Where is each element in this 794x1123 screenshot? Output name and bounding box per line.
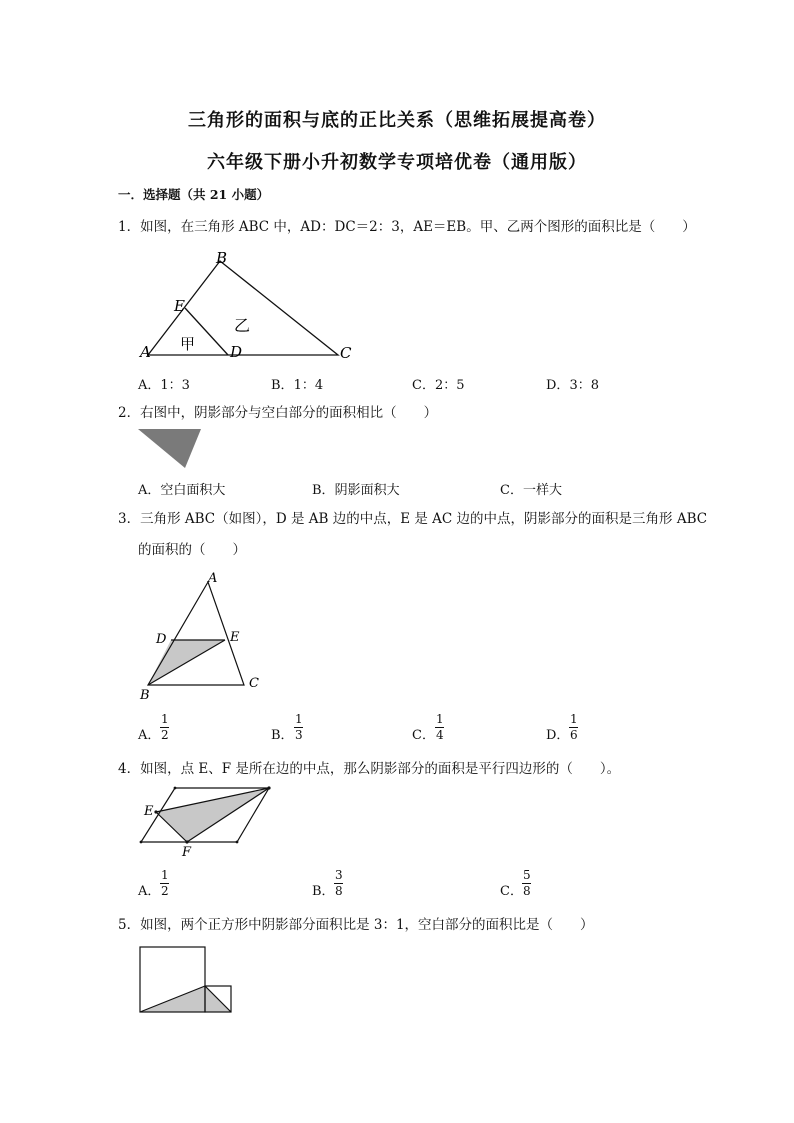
q3-option-b-letter[interactable]: B． — [271, 728, 294, 743]
document-title-line1: 三角形的面积与底的正比关系（思维拓展提高卷） — [188, 110, 606, 131]
q3-option-c-letter[interactable]: C． — [412, 728, 435, 743]
question-5-figure — [138, 946, 236, 1016]
q2-option-b[interactable]: B．阴影面积大 — [312, 483, 400, 498]
q4-option-c-letter[interactable]: C． — [500, 884, 523, 899]
q3-label-d: D — [156, 632, 167, 647]
question-3-stem-line2: 的面积的（ ） — [138, 542, 246, 558]
q3-option-d-letter[interactable]: D． — [546, 728, 570, 743]
q3-label-a: A — [208, 571, 218, 586]
q4-option-a-letter[interactable]: A． — [138, 884, 161, 899]
q3-label-e: E — [230, 630, 240, 645]
q3-option-c-fraction: 1 4 — [436, 712, 444, 742]
question-4-stem: 4．如图，点 E、F 是所在边的中点，那么阴影部分的面积是平行四边形的（ ）。 — [118, 761, 621, 777]
question-2-figure — [137, 428, 223, 470]
q1-option-b[interactable]: B．1：4 — [271, 378, 324, 393]
q3-option-a-fraction: 1 2 — [161, 712, 169, 742]
question-1-figure — [138, 245, 363, 363]
q1-label-a: A — [140, 343, 151, 361]
q4-label-f: F — [182, 845, 192, 860]
q1-option-d[interactable]: D．3：8 — [546, 378, 599, 393]
q1-label-b: B — [216, 249, 228, 267]
question-3-stem-line1: 3．三角形 ABC（如图），D 是 AB 边的中点，E 是 AC 边的中点，阴影部分的面积是三角形 ABC — [118, 511, 708, 527]
q3-label-c: C — [249, 676, 259, 691]
question-3-figure — [136, 568, 266, 704]
q3-option-a-letter[interactable]: A． — [138, 728, 161, 743]
question-4-figure — [134, 782, 274, 860]
q2-option-c[interactable]: C．一样大 — [500, 483, 562, 498]
q3-label-b: B — [140, 688, 150, 703]
section-heading: 一．选择题（共 21 小题） — [118, 187, 270, 202]
q4-option-a-fraction: 1 2 — [161, 868, 169, 898]
q3-option-b-fraction: 1 3 — [295, 712, 303, 742]
question-5-stem: 5．如图，两个正方形中阴影部分面积比是 3：1，空白部分的面积比是（ ） — [118, 917, 594, 933]
document-title-line2: 六年级下册小升初数学专项培优卷（通用版） — [207, 152, 587, 173]
q1-label-jia: 甲 — [180, 335, 196, 353]
question-2-stem: 2．右图中，阴影部分与空白部分的面积相比（ ） — [118, 405, 438, 421]
q4-label-e: E — [144, 804, 154, 819]
q4-option-c-fraction: 5 8 — [523, 868, 531, 898]
q1-option-a[interactable]: A．1：3 — [138, 378, 190, 393]
question-1-stem: 1．如图，在三角形 ABC 中，AD：DC＝2：3，AE＝EB。甲、乙两个图形的面积比是（ ） — [118, 219, 696, 235]
q4-option-b-fraction: 3 8 — [335, 868, 343, 898]
q4-option-b-letter[interactable]: B． — [312, 884, 335, 899]
q3-option-d-fraction: 1 6 — [570, 712, 578, 742]
q1-label-c: C — [340, 344, 352, 362]
q2-option-a[interactable]: A．空白面积大 — [138, 483, 226, 498]
q1-option-c[interactable]: C．2：5 — [412, 378, 465, 393]
q1-label-d: D — [230, 343, 243, 361]
q1-label-e: E — [174, 297, 185, 315]
q1-label-yi: 乙 — [234, 316, 251, 335]
